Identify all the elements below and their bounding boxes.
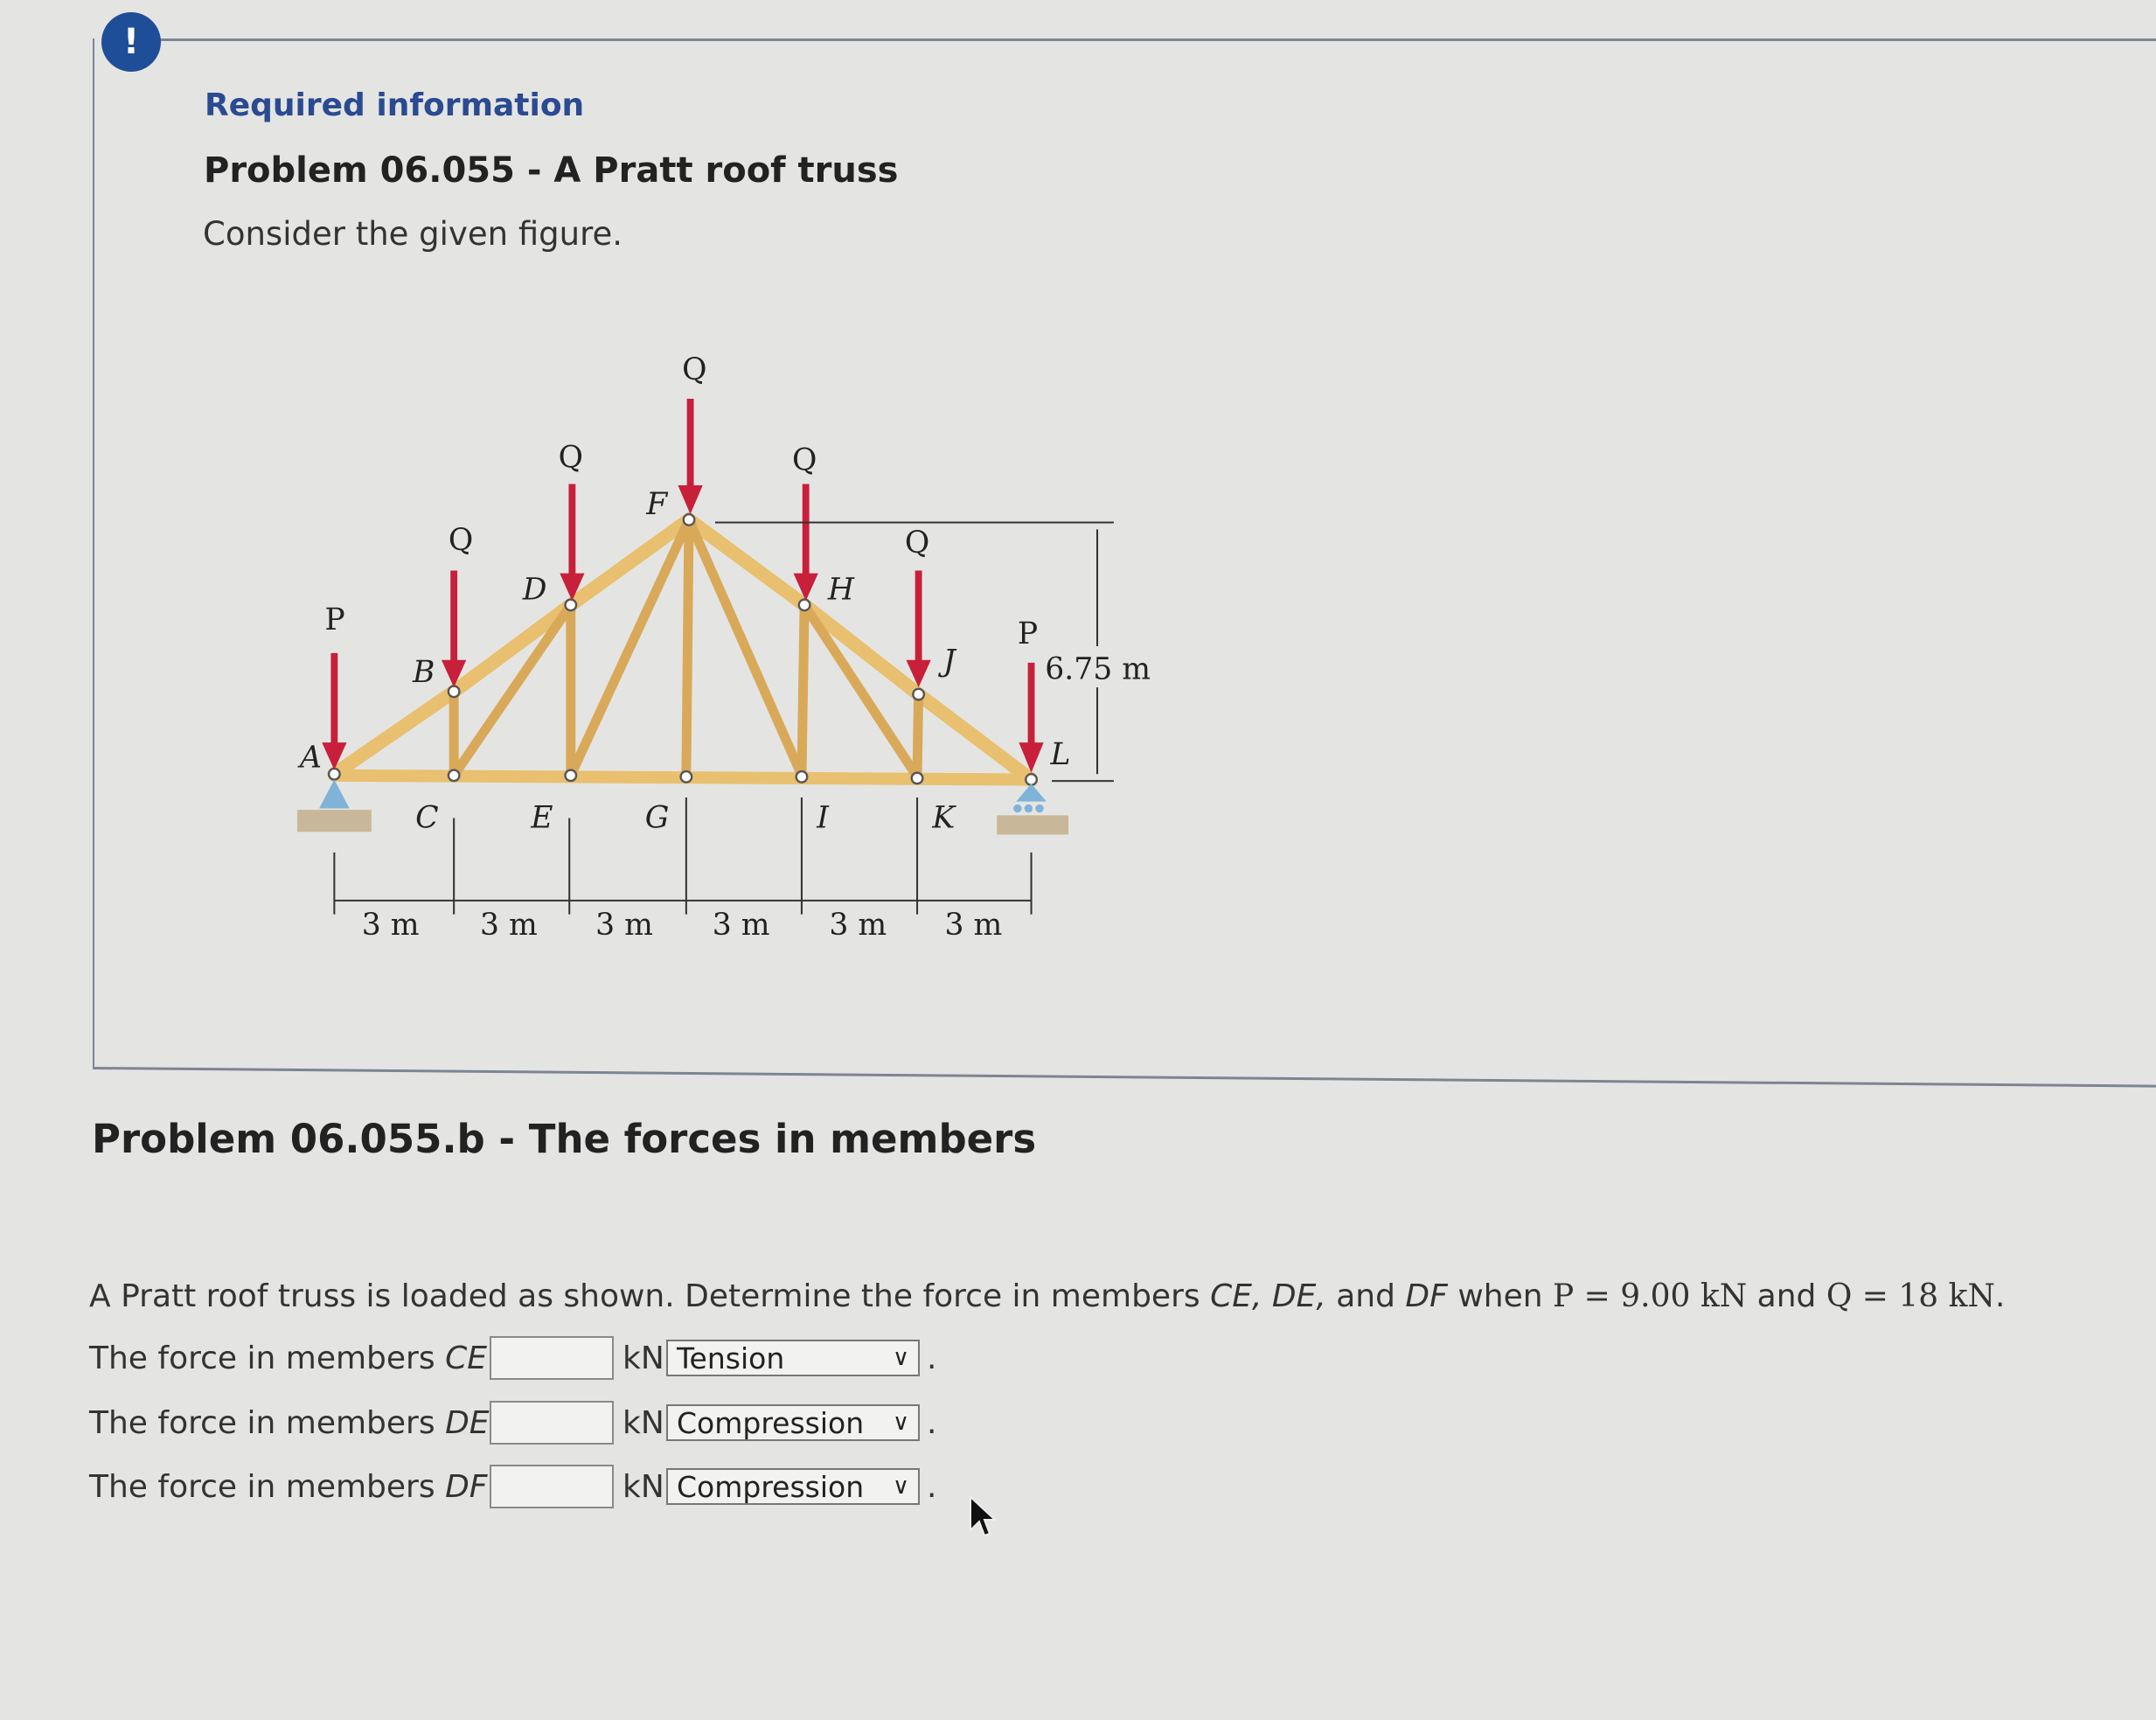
unit-label: kN	[622, 1468, 664, 1505]
member-name: DE	[445, 1404, 490, 1441]
load-label-q: Q	[558, 440, 584, 476]
force-ce-input[interactable]	[490, 1336, 614, 1380]
and-text: and	[1336, 1278, 1395, 1314]
unit-label: kN	[622, 1404, 664, 1441]
chevron-down-icon: ∨	[892, 1473, 909, 1500]
p-value: P = 9.00 kN	[1553, 1278, 1748, 1314]
joint-label: C	[415, 800, 439, 836]
joint-label: G	[644, 800, 670, 836]
row-label-text: The force in members	[89, 1404, 435, 1441]
joint-label: F	[646, 487, 668, 523]
member-df-text: DF	[1405, 1278, 1448, 1314]
force-df-input[interactable]	[490, 1465, 614, 1508]
load-label-q: Q	[448, 522, 474, 558]
part-b-title: Problem 06.055.b - The forces in members	[92, 1116, 1037, 1162]
height-dimension-label: 6.75 m	[1045, 651, 1151, 687]
row-label	[89, 1405, 490, 1441]
force-de-input[interactable]	[490, 1401, 614, 1445]
pin-support-icon	[319, 780, 350, 809]
joint-label: L	[1050, 737, 1071, 773]
row-label	[89, 1469, 490, 1505]
span-label: 3 m	[829, 908, 887, 944]
prompt-text: A Pratt roof truss is loaded as shown. Determine the force in members	[89, 1278, 1200, 1314]
answer-row-df	[89, 1465, 936, 1508]
span-label: 3 m	[480, 908, 538, 944]
joint-label: D	[522, 572, 547, 608]
alert-icon: !	[101, 12, 161, 72]
load-label-q: Q	[791, 442, 817, 478]
row-label-text: The force in members	[89, 1468, 435, 1505]
selected-value: Compression	[677, 1469, 865, 1504]
joint-label: H	[827, 572, 854, 608]
load-label-q: Q	[682, 352, 707, 387]
row-label	[89, 1340, 490, 1376]
period: .	[927, 1404, 937, 1441]
member-name: DF	[445, 1468, 488, 1505]
selected-value: Tension	[677, 1340, 785, 1375]
span-label: 3 m	[361, 908, 420, 944]
joint-label: A	[300, 740, 323, 776]
when-text: when	[1457, 1278, 1543, 1314]
joint-label: B	[412, 654, 435, 690]
chevron-down-icon: ∨	[892, 1345, 909, 1371]
load-label-p: P	[1017, 616, 1039, 651]
period: .	[927, 1468, 937, 1505]
chevron-down-icon: ∨	[892, 1410, 909, 1436]
joint-label: J	[942, 644, 956, 679]
joint-label: K	[932, 800, 956, 836]
mouse-cursor-icon	[969, 1495, 998, 1541]
row-label-text: The force in members	[89, 1340, 435, 1376]
period: .	[1994, 1278, 2006, 1314]
joint-label: I	[817, 800, 829, 836]
members-text: CE, DE,	[1210, 1278, 1326, 1314]
period: .	[927, 1340, 937, 1376]
problem-title: Problem 06.055 - A Pratt roof truss	[204, 150, 899, 191]
force-ce-type-select[interactable]	[666, 1340, 920, 1376]
unit-label: kN	[622, 1340, 664, 1376]
required-information-label: Required information	[205, 87, 585, 123]
span-label: 3 m	[712, 908, 770, 944]
q-value: Q = 18 kN	[1826, 1278, 1995, 1314]
problem-statement	[89, 1278, 2005, 1314]
member-name: CE	[445, 1340, 487, 1376]
answer-row-de	[89, 1401, 936, 1445]
instruction-text: Consider the given figure.	[203, 215, 622, 253]
span-label: 3 m	[944, 908, 1003, 944]
force-df-type-select[interactable]	[666, 1468, 920, 1505]
roller-support-icon	[997, 783, 1068, 834]
span-label: 3 m	[595, 908, 653, 944]
joint-label: E	[531, 800, 553, 836]
answer-row-ce	[89, 1336, 936, 1380]
and-text: and	[1756, 1278, 1817, 1314]
load-label-q: Q	[904, 526, 930, 561]
force-de-type-select[interactable]	[666, 1404, 920, 1441]
load-label-p: P	[324, 602, 345, 638]
selected-value: Compression	[677, 1405, 865, 1440]
